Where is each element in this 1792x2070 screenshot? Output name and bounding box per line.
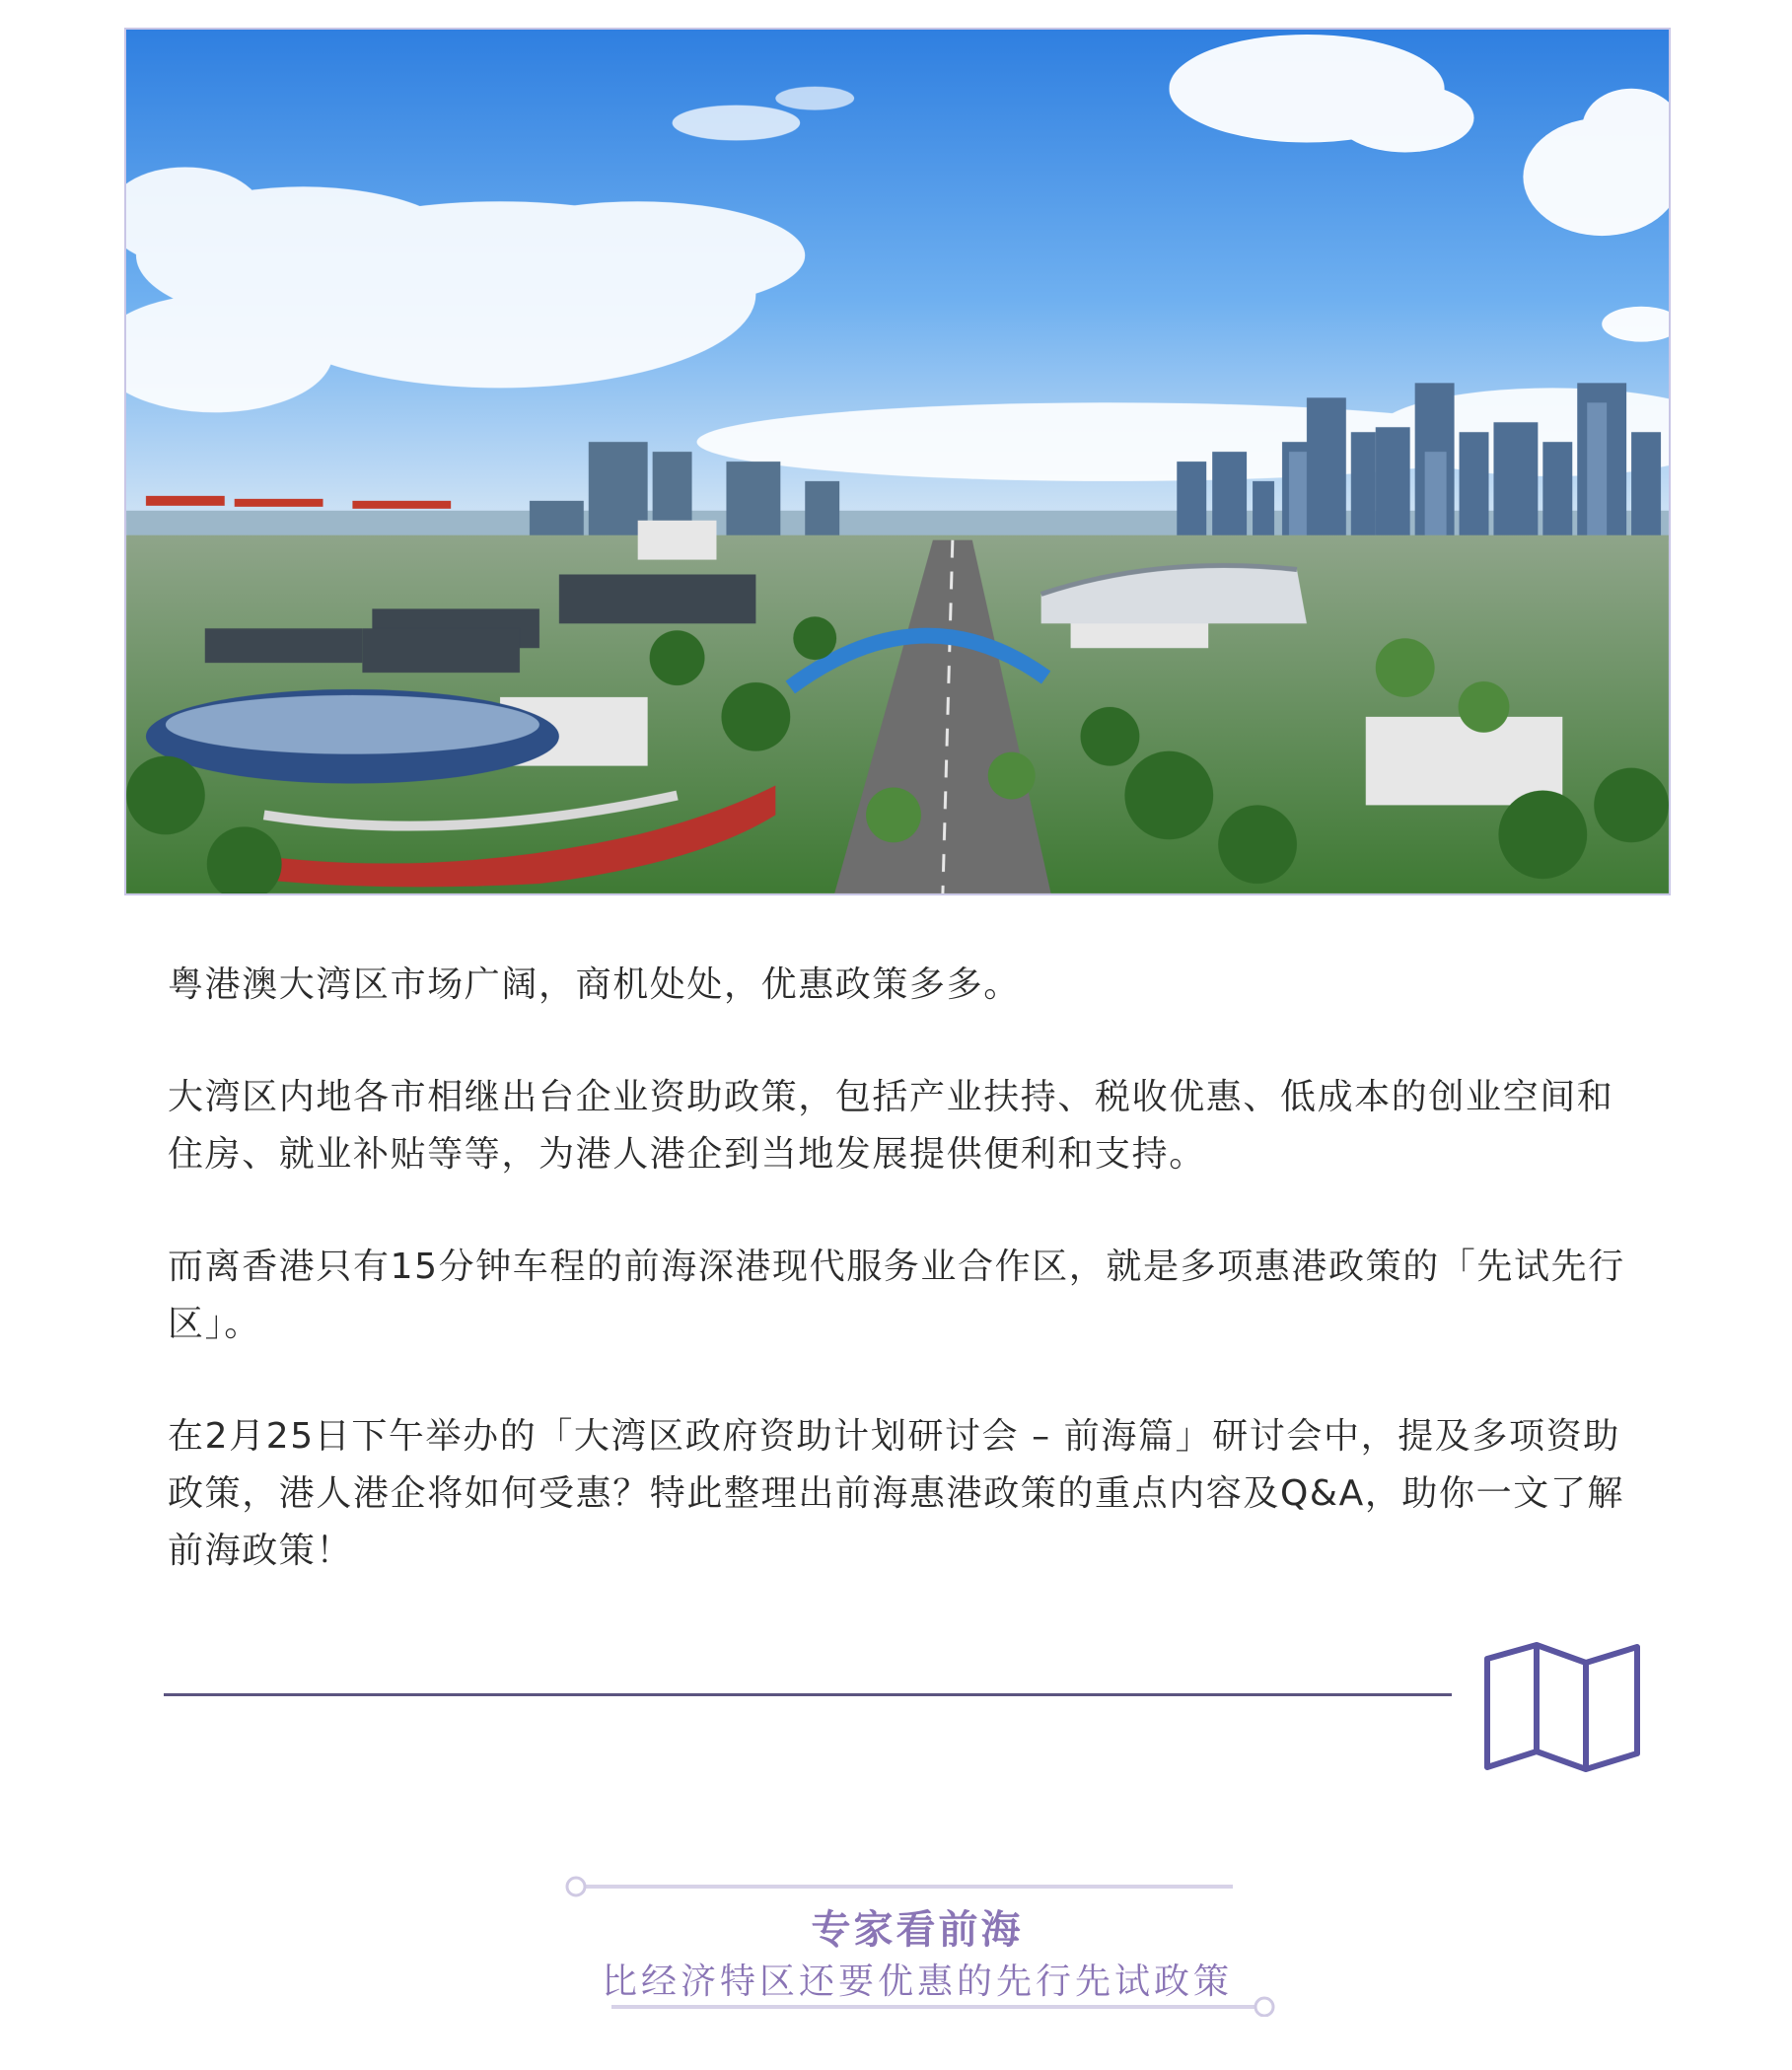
section-header xyxy=(552,1869,1282,2017)
map-icon xyxy=(1479,1637,1647,1775)
section-title: 专家看前海 xyxy=(811,1907,1024,1953)
section-divider xyxy=(164,1693,1452,1696)
article-body xyxy=(168,957,1627,1635)
hero-image xyxy=(124,28,1671,895)
paragraph: 粤港澳大湾区市场广阔，商机处处，优惠政策多多。 xyxy=(168,964,1021,1005)
aerial-city-skyline-photo xyxy=(126,30,1669,893)
paragraph: 大湾区内地各市相继出台企业资助政策，包括产业扶持、税收优惠、低成本的创业空间和住房、就业补贴等等，为港人港企到当地发展提供便利和支持。 xyxy=(168,1077,1614,1175)
paragraph: 而离香港只有15分钟车程的前海深港现代服务业合作区，就是多项惠港政策的「先试先行区」。 xyxy=(168,1247,1625,1344)
section-subtitle: 比经济特区还要优惠的先行先试政策 xyxy=(601,1962,1233,2002)
paragraph: 在2月25日下午举办的「大湾区政府资助计划研讨会 – 前海篇」研讨会中，提及多项资助政策，港人港企将如何受惠？特此整理出前海惠港政策的重点内容及Q&A，助你一文了解前海政策！ xyxy=(168,1416,1625,1571)
